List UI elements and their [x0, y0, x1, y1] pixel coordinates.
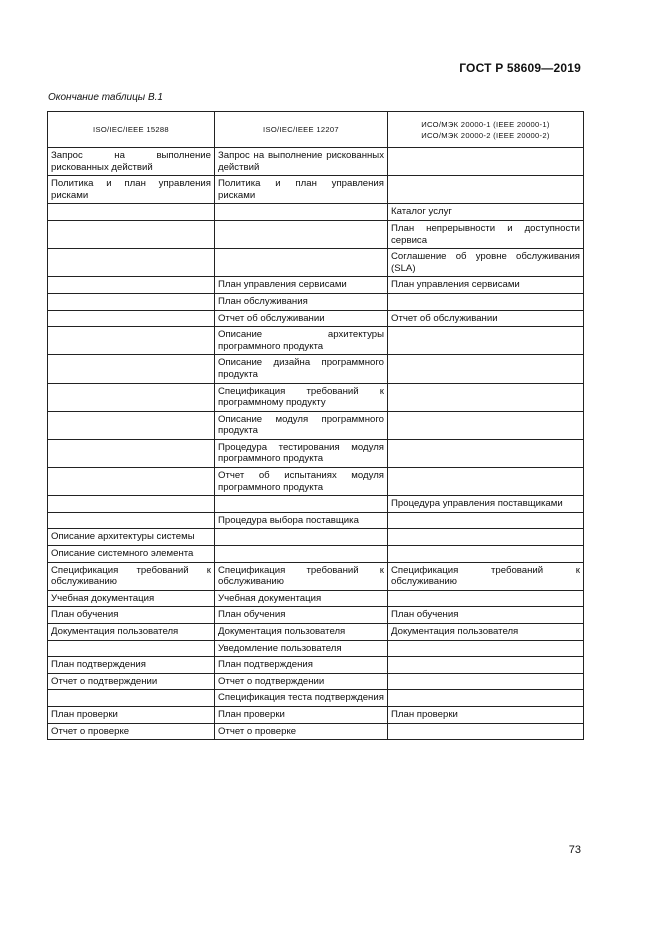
- table-cell-iso20000: [388, 512, 584, 529]
- table-row: [48, 176, 584, 204]
- table-cell-iso12207: [215, 220, 388, 248]
- table-cell-iso12207: Уведомление пользователя: [215, 640, 388, 657]
- table-cell-iso15288: [48, 310, 215, 327]
- table-row: [48, 690, 584, 707]
- table-row: [48, 355, 584, 383]
- table-cell-iso20000: [388, 640, 584, 657]
- table-row: [48, 310, 584, 327]
- table-row: [48, 706, 584, 723]
- table-cell-iso12207: Описание дизайна программного продукта: [215, 355, 388, 383]
- table-cell-iso15288: [48, 468, 215, 496]
- table-cell-iso20000: Спецификация требований к обслуживанию: [388, 562, 584, 590]
- table-cell-iso15288: Отчет о проверке: [48, 723, 215, 740]
- table-cell-iso12207: [215, 496, 388, 513]
- table-cell-iso15288: [48, 411, 215, 439]
- table-cell-iso12207: Документация пользователя: [215, 624, 388, 641]
- table-cell-iso15288: [48, 220, 215, 248]
- table-cell-iso20000: [388, 355, 584, 383]
- table-cell-iso15288: [48, 383, 215, 411]
- document-code: ГОСТ Р 58609—2019: [459, 61, 581, 75]
- table-cell-iso20000: [388, 327, 584, 355]
- table-row: [48, 657, 584, 674]
- table-cell-iso15288: [48, 204, 215, 221]
- table-cell-iso12207: [215, 529, 388, 546]
- table-cell-iso15288: [48, 327, 215, 355]
- table-cell-iso12207: Отчет о подтверждении: [215, 673, 388, 690]
- table-row: [48, 546, 584, 563]
- table-cell-iso20000: Процедура управления поставщиками: [388, 496, 584, 513]
- table-row: [48, 220, 584, 248]
- column-header-iso20000: ИСО/МЭК 20000-1 (IEEE 20000-1) ИСО/МЭК 20000-2 (IEEE 20000-2): [388, 112, 584, 148]
- table-row: [48, 411, 584, 439]
- table-row: [48, 496, 584, 513]
- table-row: [48, 624, 584, 641]
- table-cell-iso12207: Спецификация теста подтверждения: [215, 690, 388, 707]
- table-cell-iso20000: Каталог услуг: [388, 204, 584, 221]
- table-cell-iso12207: План управления сервисами: [215, 277, 388, 294]
- table-cell-iso15288: Спецификация требований к обслуживанию: [48, 562, 215, 590]
- table-cell-iso12207: Отчет об обслуживании: [215, 310, 388, 327]
- table-cell-iso20000: [388, 468, 584, 496]
- table-cell-iso15288: Описание архитектуры системы: [48, 529, 215, 546]
- table-cell-iso15288: [48, 439, 215, 467]
- table-cell-iso15288: План обучения: [48, 607, 215, 624]
- table-cell-iso12207: Запрос на выполнение рискованных действий: [215, 148, 388, 176]
- table-cell-iso12207: План обучения: [215, 607, 388, 624]
- table-cell-iso15288: Документация пользователя: [48, 624, 215, 641]
- table-cell-iso12207: [215, 546, 388, 563]
- table-cell-iso12207: Отчет о проверке: [215, 723, 388, 740]
- table-cell-iso20000: [388, 148, 584, 176]
- table-cell-iso20000: [388, 529, 584, 546]
- table-cell-iso15288: [48, 512, 215, 529]
- table-cell-iso15288: План проверки: [48, 706, 215, 723]
- table-row: [48, 607, 584, 624]
- table-cell-iso12207: Спецификация требований к программному продукту: [215, 383, 388, 411]
- table-row: [48, 249, 584, 277]
- table-cell-iso20000: Соглашение об уровне обслуживания (SLA): [388, 249, 584, 277]
- table-cell-iso20000: Отчет об обслуживании: [388, 310, 584, 327]
- table-cell-iso15288: Запрос на выполнение рискованных действий: [48, 148, 215, 176]
- table-cell-iso20000: [388, 546, 584, 563]
- table-cell-iso12207: Спецификация требований к обслуживанию: [215, 562, 388, 590]
- table-row: [48, 529, 584, 546]
- table-cell-iso20000: [388, 673, 584, 690]
- table-row: [48, 512, 584, 529]
- table-cell-iso15288: [48, 293, 215, 310]
- table-row: [48, 383, 584, 411]
- table-row: [48, 562, 584, 590]
- table-row: [48, 439, 584, 467]
- table-cell-iso20000: План управления сервисами: [388, 277, 584, 294]
- table-cell-iso12207: [215, 249, 388, 277]
- table-row: [48, 640, 584, 657]
- table-header-row: [48, 112, 584, 148]
- table-cell-iso20000: [388, 657, 584, 674]
- table-cell-iso15288: План подтверждения: [48, 657, 215, 674]
- table-cell-iso12207: План подтверждения: [215, 657, 388, 674]
- table-cell-iso12207: План обслуживания: [215, 293, 388, 310]
- table-row: [48, 468, 584, 496]
- table-cell-iso15288: [48, 690, 215, 707]
- table-cell-iso20000: [388, 590, 584, 607]
- table-cell-iso20000: План проверки: [388, 706, 584, 723]
- table-cell-iso15288: Описание системного элемента: [48, 546, 215, 563]
- table-row: [48, 590, 584, 607]
- column-header-iso15288: ISO/IEC/IEEE 15288: [48, 112, 215, 148]
- table-cell-iso12207: [215, 204, 388, 221]
- table-cell-iso15288: [48, 496, 215, 513]
- table-row: [48, 723, 584, 740]
- table-cell-iso15288: Учебная документация: [48, 590, 215, 607]
- table-cell-iso15288: [48, 249, 215, 277]
- table-cell-iso15288: [48, 640, 215, 657]
- table-cell-iso12207: Описание модуля программного продукта: [215, 411, 388, 439]
- table-cell-iso20000: [388, 176, 584, 204]
- table-row: [48, 673, 584, 690]
- table-cell-iso20000: [388, 723, 584, 740]
- table-cell-iso12207: План проверки: [215, 706, 388, 723]
- table-cell-iso20000: [388, 690, 584, 707]
- column-header-iso12207: ISO/IEC/IEEE 12207: [215, 112, 388, 148]
- table-cell-iso12207: Учебная документация: [215, 590, 388, 607]
- table-cell-iso20000: [388, 383, 584, 411]
- table-cell-iso12207: Отчет об испытаниях модуля программного продукта: [215, 468, 388, 496]
- table-cell-iso20000: Документация пользователя: [388, 624, 584, 641]
- table-row: [48, 277, 584, 294]
- table-caption: Окончание таблицы В.1: [48, 92, 163, 103]
- table-body: [48, 148, 584, 740]
- table-cell-iso12207: Описание архитектуры программного продукта: [215, 327, 388, 355]
- table-cell-iso20000: [388, 439, 584, 467]
- table-cell-iso15288: Политика и план управления рисками: [48, 176, 215, 204]
- table-cell-iso20000: [388, 293, 584, 310]
- table-cell-iso20000: [388, 411, 584, 439]
- table-cell-iso15288: Отчет о подтверждении: [48, 673, 215, 690]
- table-row: [48, 327, 584, 355]
- table-row: [48, 293, 584, 310]
- table-cell-iso12207: Процедура тестирования модуля программного продукта: [215, 439, 388, 467]
- table-cell-iso15288: [48, 355, 215, 383]
- table-cell-iso20000: План обучения: [388, 607, 584, 624]
- mapping-table: [47, 111, 584, 740]
- table-row: [48, 148, 584, 176]
- table-row: [48, 204, 584, 221]
- table-cell-iso12207: Политика и план управления рисками: [215, 176, 388, 204]
- page-number: 73: [568, 844, 581, 856]
- table-cell-iso12207: Процедура выбора поставщика: [215, 512, 388, 529]
- table-cell-iso20000: План непрерывности и доступности сервиса: [388, 220, 584, 248]
- table-cell-iso15288: [48, 277, 215, 294]
